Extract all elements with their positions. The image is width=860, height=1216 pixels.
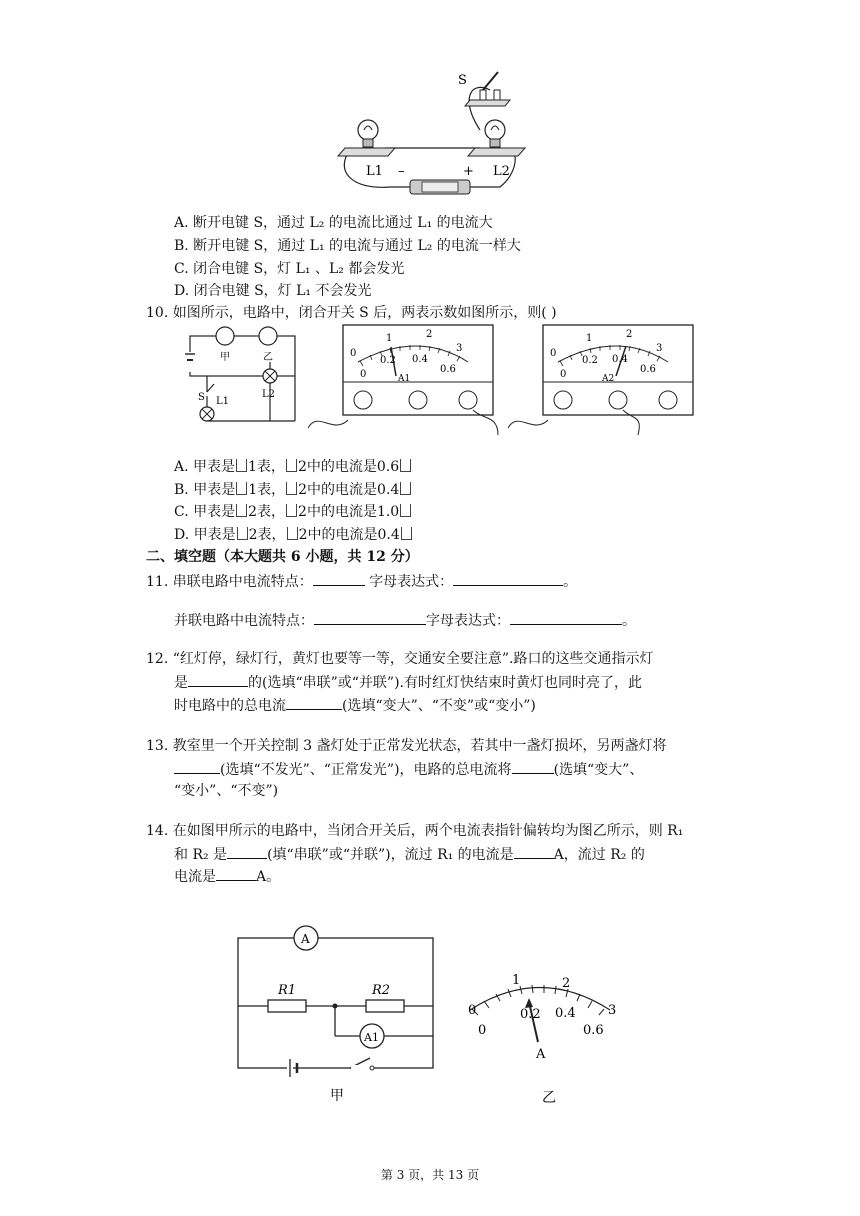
q9-option-d: D. 闭合电键 S，灯 L₁ 不会发光 xyxy=(174,283,372,299)
q14-circuit-figure xyxy=(230,918,440,1108)
q14-line-2 xyxy=(174,844,645,865)
q9-label-minus: – xyxy=(398,164,405,179)
q10-circuit-figure xyxy=(180,322,300,432)
q10-m2-bot-02: 0.2 xyxy=(582,355,598,366)
missing-glyph-icon xyxy=(286,482,297,495)
q10-b-post: 2中的电流是0.4 xyxy=(298,482,400,498)
q13-l2c: (选填“变大”、 xyxy=(553,762,644,778)
missing-glyph-icon xyxy=(287,527,298,540)
q14-l2a: 和 R₂ 是 xyxy=(174,847,228,863)
answer-blank[interactable] xyxy=(510,610,622,625)
q10-m2-top-2: 2 xyxy=(626,329,633,340)
q14-label-r1: R1 xyxy=(278,983,297,998)
q12-l3a: 时电路中的总电流 xyxy=(174,698,286,714)
missing-glyph-icon xyxy=(286,459,297,472)
q10-option-d xyxy=(174,525,413,545)
q10-stem: 10. 如图所示，电路中，闭合开关 S 后，两表示数如图所示，则( ) xyxy=(146,305,557,321)
q10-c-pre: C. 甲表是 xyxy=(174,504,236,520)
q14-label-r2: R2 xyxy=(372,983,391,998)
answer-blank[interactable] xyxy=(216,866,256,881)
q10-m1-top-2: 2 xyxy=(426,329,433,340)
q9-option-a: A. 断开电键 S，通过 L₂ 的电流比通过 L₁ 的电流大 xyxy=(174,215,493,231)
q10-meter-1 xyxy=(308,320,508,440)
missing-glyph-icon xyxy=(400,482,411,495)
q10-c-mid: 2表， xyxy=(248,504,286,520)
q14-l2c: A，流过 R₂ 的 xyxy=(553,847,645,863)
q11-end: 。 xyxy=(563,574,578,590)
q14-m-bot-04: 0.4 xyxy=(555,1006,576,1021)
q10-label-s: S xyxy=(198,392,205,403)
q14-line-3 xyxy=(174,866,280,887)
answer-blank[interactable] xyxy=(514,844,554,859)
q11-formula-label-2: 字母表达式： xyxy=(426,613,510,629)
q11-series-label: 11. 串联电路中电流特点： xyxy=(146,574,313,590)
section-title: 二、填空题（本大题共 6 小题，共 12 分） xyxy=(146,549,419,565)
q10-m1-top-3: 3 xyxy=(456,343,463,354)
q14-m-bot-02: 0.2 xyxy=(520,1007,541,1022)
q10-d-post: 2中的电流是0.4 xyxy=(298,527,400,543)
q10-option-b xyxy=(174,480,412,500)
q9-label-plus: + xyxy=(463,164,474,179)
q12-line-3 xyxy=(174,695,536,716)
q10-option-a xyxy=(174,457,412,477)
q10-m1-bot-0: 0 xyxy=(360,369,367,380)
q13-line-3: “变小”、“不变”) xyxy=(174,783,279,799)
q10-m1-label: A1 xyxy=(398,374,411,384)
q14-m-label: A xyxy=(536,1047,546,1062)
q10-m2-bot-0: 0 xyxy=(560,369,567,380)
missing-glyph-icon xyxy=(236,482,247,495)
q11-end-2: 。 xyxy=(622,613,636,629)
missing-glyph-icon xyxy=(237,527,248,540)
q10-a-post: 2中的电流是0.6 xyxy=(297,459,400,475)
q12-line-2 xyxy=(174,672,642,693)
q11-line-1 xyxy=(146,571,577,592)
missing-glyph-icon xyxy=(286,504,297,517)
q10-b-mid: 1表， xyxy=(248,482,286,498)
q14-label-yi: 乙 xyxy=(542,1090,556,1106)
q9-circuit-figure xyxy=(330,60,530,200)
q14-m-top-3: 3 xyxy=(608,1003,617,1018)
q13-line-1: 13. 教室里一个开关控制 3 盏灯处于正常发光状态，若其中一盏灯损坏，另两盏灯将 xyxy=(146,738,667,754)
q14-m-bot-0: 0 xyxy=(478,1023,487,1038)
q13-line-2 xyxy=(174,759,643,780)
q10-option-c xyxy=(174,502,412,522)
q10-a-pre: A. 甲表是 xyxy=(174,459,236,475)
q9-label-l1: L1 xyxy=(366,164,383,179)
q14-line-1: 14. 在如图甲所示的电路中，当闭合开关后，两个电流表指针偏转均为图乙所示，则 R₁ xyxy=(146,823,684,839)
q14-label-jia: 甲 xyxy=(330,1088,344,1104)
q10-label-l2: L2 xyxy=(262,389,276,400)
q12-l2b: 的(选填“串联”或“并联”).有时红灯快结束时黄灯也同时亮了，此 xyxy=(248,675,643,691)
q12-l2a: 是 xyxy=(174,675,188,691)
q10-c-post: 2中的电流是1.0 xyxy=(298,504,400,520)
q14-m-top-1: 1 xyxy=(512,973,521,988)
q14-label-a1: A1 xyxy=(364,1031,379,1044)
answer-blank[interactable] xyxy=(512,759,554,774)
q10-m1-top-0: 0 xyxy=(350,348,357,359)
q14-l2b: (填“串联”或“并联”)，流过 R₁ 的电流是 xyxy=(267,847,514,863)
q9-label-s: S xyxy=(458,73,467,88)
q13-l2b: (选填“不发光”、“正常发光”)，电路的总电流将 xyxy=(220,762,512,778)
q14-l3b: A。 xyxy=(256,869,281,885)
q12-l3b: (选填“变大”、“不变”或“变小”) xyxy=(342,698,536,714)
missing-glyph-icon xyxy=(400,504,411,517)
q10-d-pre: D. 甲表是 xyxy=(174,527,236,543)
q9-label-l2: L2 xyxy=(493,164,510,179)
missing-glyph-icon xyxy=(400,459,411,472)
q10-meter-2 xyxy=(508,320,708,440)
q10-d-mid: 2表， xyxy=(248,527,286,543)
q11-formula-label: 字母表达式： xyxy=(364,574,454,590)
answer-blank[interactable] xyxy=(174,759,220,774)
q10-a-mid: 1表， xyxy=(248,459,285,475)
q14-meter-figure xyxy=(460,970,630,1110)
q12-line-1: 12. “红灯停，绿灯行，黄灯也要等一等，交通安全要注意”.路口的这些交通指示灯 xyxy=(146,651,654,667)
q10-label-jia: 甲 xyxy=(220,352,230,363)
missing-glyph-icon xyxy=(236,459,247,472)
q10-label-l1: L1 xyxy=(216,396,230,407)
answer-blank[interactable] xyxy=(188,672,248,687)
answer-blank[interactable] xyxy=(286,695,342,710)
q11-line-2 xyxy=(174,610,636,631)
answer-blank[interactable] xyxy=(227,844,267,859)
answer-blank[interactable] xyxy=(313,571,365,586)
q10-m2-bot-06: 0.6 xyxy=(640,364,656,375)
q9-option-b: B. 断开电键 S，通过 L₁ 的电流与通过 L₂ 的电流一样大 xyxy=(174,238,521,254)
q10-m1-top-1: 1 xyxy=(386,333,393,344)
q10-b-pre: B. 甲表是 xyxy=(174,482,236,498)
missing-glyph-icon xyxy=(401,527,412,540)
page-footer: 第 3 页，共 13 页 xyxy=(380,1168,480,1182)
q14-m-bot-06: 0.6 xyxy=(583,1023,604,1038)
q10-m2-label: A2 xyxy=(602,374,615,384)
q11-parallel-label: 并联电路中电流特点： xyxy=(174,613,314,629)
answer-blank[interactable] xyxy=(314,610,426,625)
missing-glyph-icon xyxy=(236,504,247,517)
q9-option-c: C. 闭合电键 S，灯 L₁ 、L₂ 都会发光 xyxy=(174,261,405,277)
q14-m-top-2: 2 xyxy=(562,976,571,991)
q14-m-top-0: 0 xyxy=(468,1003,477,1018)
q10-label-yi: 乙 xyxy=(263,352,273,363)
q10-m2-bot-04: 0.4 xyxy=(612,354,628,365)
q10-m1-bot-02: 0.2 xyxy=(380,355,396,366)
q10-m2-top-3: 3 xyxy=(656,343,663,354)
q14-label-a: A xyxy=(301,932,310,946)
q10-m1-bot-04: 0.4 xyxy=(412,354,428,365)
q10-m2-top-1: 1 xyxy=(586,333,593,344)
q14-l3a: 电流是 xyxy=(174,869,216,885)
q10-m2-top-0: 0 xyxy=(550,348,557,359)
q10-m1-bot-06: 0.6 xyxy=(440,364,456,375)
answer-blank[interactable] xyxy=(453,571,563,586)
